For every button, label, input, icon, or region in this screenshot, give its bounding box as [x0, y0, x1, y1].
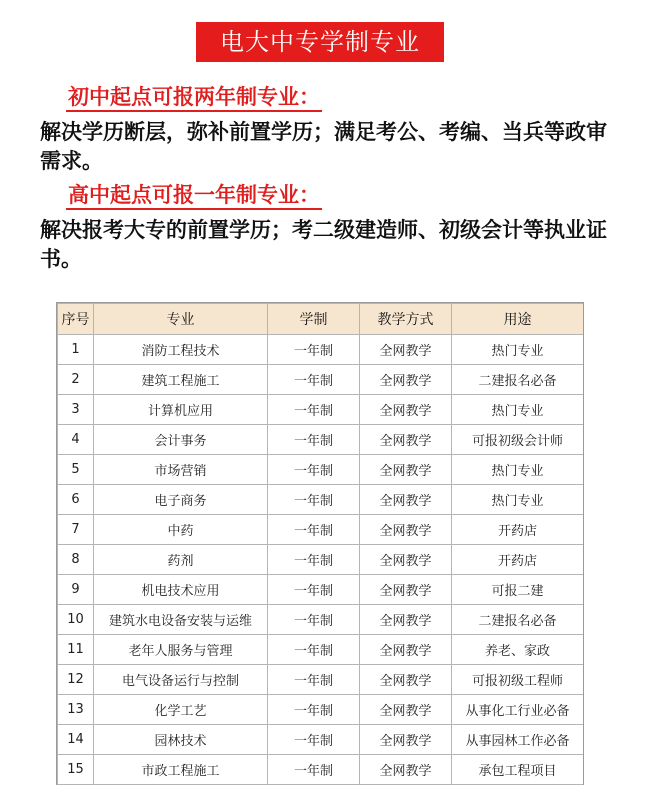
cell-duration: 一年制 [268, 395, 360, 425]
cell-duration: 一年制 [268, 635, 360, 665]
cell-major: 电子商务 [94, 485, 268, 515]
cell-purpose: 从事园林工作必备 [452, 725, 584, 755]
table-row [58, 575, 584, 605]
cell-major: 药剂 [94, 545, 268, 575]
cell-purpose: 热门专业 [452, 335, 584, 365]
cell-index: 7 [58, 515, 94, 545]
table-row [58, 545, 584, 575]
cell-duration: 一年制 [268, 485, 360, 515]
cell-duration: 一年制 [268, 605, 360, 635]
table-row [58, 335, 584, 365]
table-row [58, 635, 584, 665]
cell-index: 12 [58, 665, 94, 695]
cell-index: 9 [58, 575, 94, 605]
majors-table [57, 303, 584, 785]
cell-major: 市场营销 [94, 455, 268, 485]
cell-index: 8 [58, 545, 94, 575]
cell-duration: 一年制 [268, 365, 360, 395]
intro-section [0, 72, 650, 298]
cell-index: 5 [58, 455, 94, 485]
cell-duration: 一年制 [268, 575, 360, 605]
senior-high-text: 解决报考大专的前置学历；考二级建造师、初级会计等执业证书。 [40, 217, 607, 271]
cell-teaching-mode: 全网教学 [360, 365, 452, 395]
cell-purpose: 养老、家政 [452, 635, 584, 665]
cell-teaching-mode: 全网教学 [360, 515, 452, 545]
cell-teaching-mode: 全网教学 [360, 605, 452, 635]
page-title-banner: 电大中专学制专业 [196, 22, 444, 62]
cell-index: 14 [58, 725, 94, 755]
cell-duration: 一年制 [268, 665, 360, 695]
table-row [58, 455, 584, 485]
table-row [58, 425, 584, 455]
cell-major: 电气设备运行与控制 [94, 665, 268, 695]
table-row [58, 665, 584, 695]
cell-index: 2 [58, 365, 94, 395]
cell-teaching-mode: 全网教学 [360, 335, 452, 365]
cell-teaching-mode: 全网教学 [360, 755, 452, 785]
cell-index: 10 [58, 605, 94, 635]
table-row [58, 695, 584, 725]
cell-teaching-mode: 全网教学 [360, 485, 452, 515]
table-row [58, 485, 584, 515]
cell-purpose: 可报初级会计师 [452, 425, 584, 455]
cell-purpose: 可报初级工程师 [452, 665, 584, 695]
table-row [58, 605, 584, 635]
cell-teaching-mode: 全网教学 [360, 455, 452, 485]
cell-index: 13 [58, 695, 94, 725]
cell-teaching-mode: 全网教学 [360, 725, 452, 755]
cell-major: 建筑水电设备安装与运维 [94, 605, 268, 635]
cell-major: 建筑工程施工 [94, 365, 268, 395]
header-index: 序号 [58, 304, 94, 335]
cell-purpose: 开药店 [452, 545, 584, 575]
cell-major: 园林技术 [94, 725, 268, 755]
senior-high-heading: 高中起点可报一年制专业： [66, 182, 322, 210]
cell-major: 市政工程施工 [94, 755, 268, 785]
cell-duration: 一年制 [268, 335, 360, 365]
cell-teaching-mode: 全网教学 [360, 425, 452, 455]
table-row [58, 365, 584, 395]
cell-purpose: 开药店 [452, 515, 584, 545]
cell-teaching-mode: 全网教学 [360, 395, 452, 425]
cell-index: 11 [58, 635, 94, 665]
table-row [58, 755, 584, 785]
header-duration: 学制 [268, 304, 360, 335]
cell-duration: 一年制 [268, 425, 360, 455]
cell-major: 机电技术应用 [94, 575, 268, 605]
cell-duration: 一年制 [268, 515, 360, 545]
cell-index: 6 [58, 485, 94, 515]
cell-purpose: 可报二建 [452, 575, 584, 605]
junior-high-text: 解决学历断层，弥补前置学历；满足考公、考编、当兵等政审需求。 [40, 119, 607, 173]
cell-major: 会计事务 [94, 425, 268, 455]
cell-purpose: 从事化工行业必备 [452, 695, 584, 725]
table-row [58, 395, 584, 425]
cell-index: 3 [58, 395, 94, 425]
header-major: 专业 [94, 304, 268, 335]
header-teaching-mode: 教学方式 [360, 304, 452, 335]
cell-teaching-mode: 全网教学 [360, 665, 452, 695]
cell-duration: 一年制 [268, 725, 360, 755]
cell-teaching-mode: 全网教学 [360, 635, 452, 665]
cell-teaching-mode: 全网教学 [360, 545, 452, 575]
cell-major: 消防工程技术 [94, 335, 268, 365]
cell-teaching-mode: 全网教学 [360, 695, 452, 725]
cell-duration: 一年制 [268, 695, 360, 725]
cell-purpose: 承包工程项目 [452, 755, 584, 785]
cell-major: 化学工艺 [94, 695, 268, 725]
cell-purpose: 二建报名必备 [452, 605, 584, 635]
cell-purpose: 热门专业 [452, 485, 584, 515]
junior-high-heading: 初中起点可报两年制专业： [66, 84, 322, 112]
cell-index: 1 [58, 335, 94, 365]
cell-index: 4 [58, 425, 94, 455]
table-row [58, 725, 584, 755]
cell-purpose: 二建报名必备 [452, 365, 584, 395]
table-row [58, 515, 584, 545]
table-header-row [58, 304, 584, 335]
cell-duration: 一年制 [268, 455, 360, 485]
cell-duration: 一年制 [268, 545, 360, 575]
header-purpose: 用途 [452, 304, 584, 335]
cell-teaching-mode: 全网教学 [360, 575, 452, 605]
cell-major: 老年人服务与管理 [94, 635, 268, 665]
majors-table-container [56, 302, 584, 785]
cell-duration: 一年制 [268, 755, 360, 785]
table-body [58, 335, 584, 785]
cell-purpose: 热门专业 [452, 395, 584, 425]
cell-major: 计算机应用 [94, 395, 268, 425]
cell-index: 15 [58, 755, 94, 785]
cell-purpose: 热门专业 [452, 455, 584, 485]
cell-major: 中药 [94, 515, 268, 545]
